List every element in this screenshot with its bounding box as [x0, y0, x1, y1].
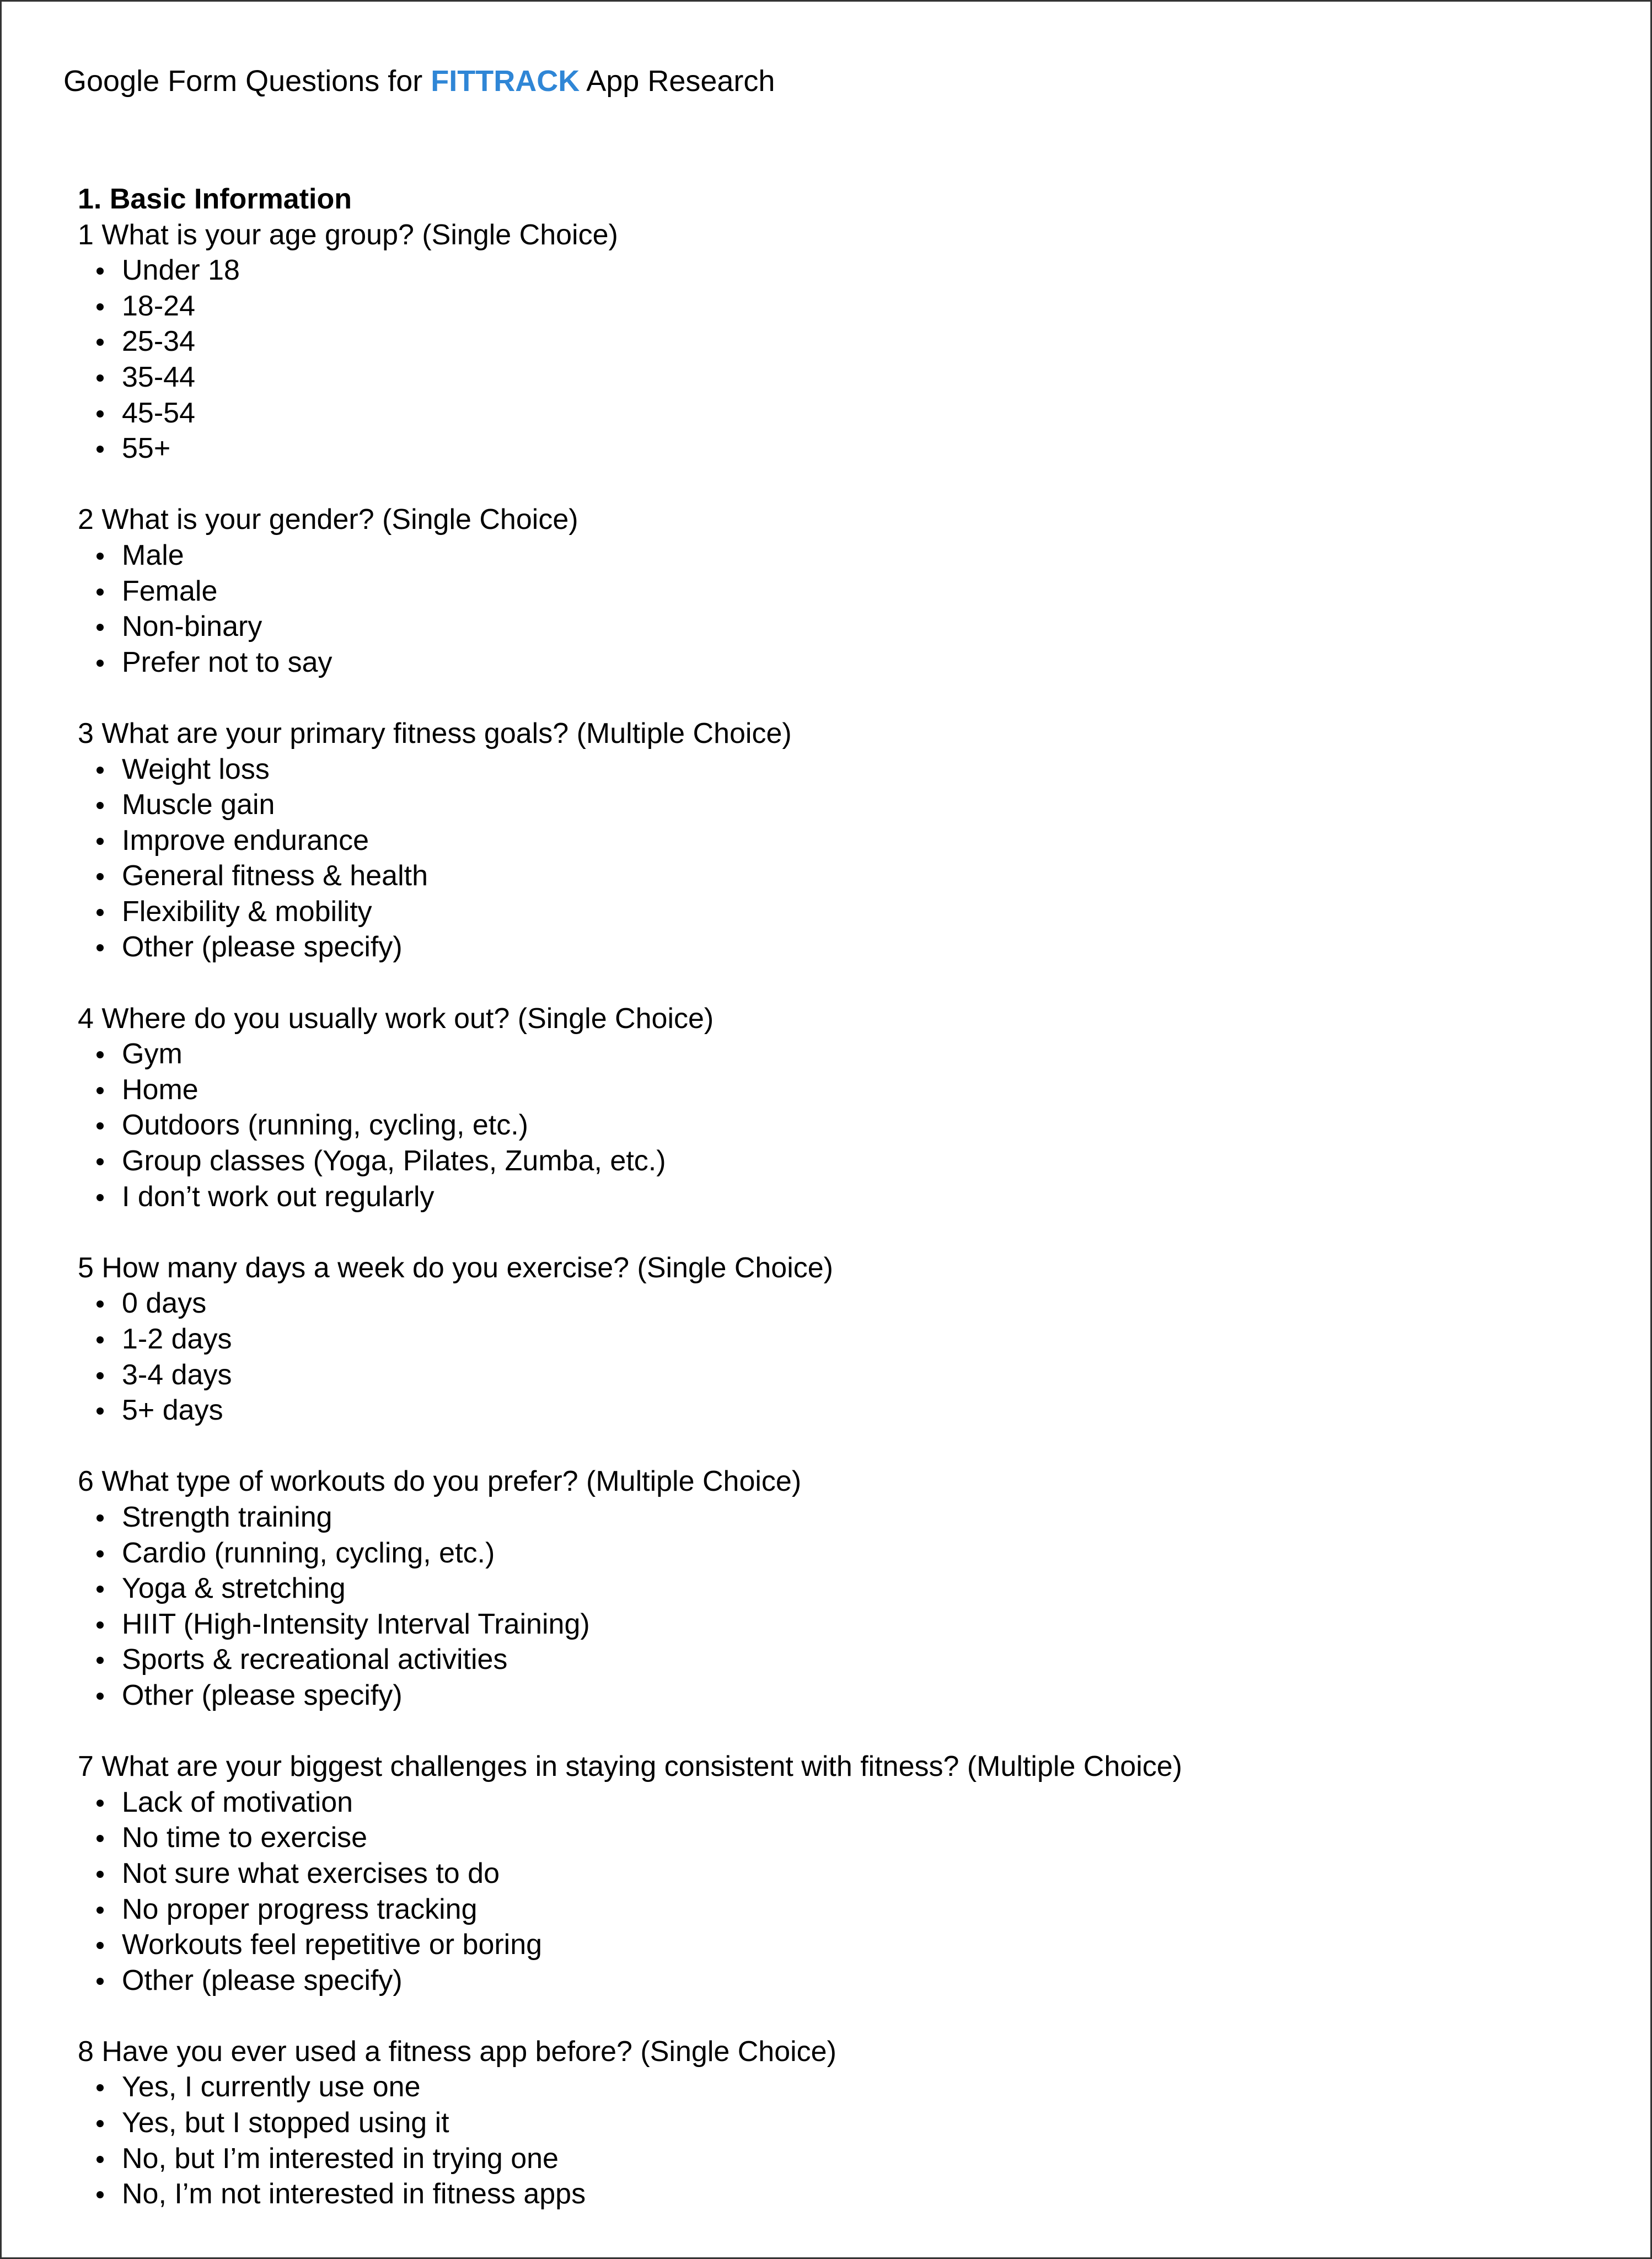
option-item: Flexibility & mobility	[122, 894, 1594, 930]
question-8-options	[78, 2069, 1594, 2212]
option-item: Yes, I currently use one	[122, 2069, 1594, 2105]
question-6: 6 What type of workouts do you prefer? (Multiple Choice)	[78, 1465, 802, 1498]
question-8: 8 Have you ever used a fitness app before? (Single Choice)	[78, 2035, 836, 2068]
form-questions	[78, 181, 1594, 2212]
option-item: No time to exercise	[122, 1820, 1594, 1856]
option-item: I don’t work out regularly	[122, 1179, 1594, 1215]
question-7: 7 What are your biggest challenges in staying consistent with fitness? (Multiple Choice)	[78, 1751, 1182, 1783]
option-item: Gym	[122, 1036, 1594, 1072]
question-2-options	[78, 538, 1594, 680]
option-item: Weight loss	[122, 752, 1594, 788]
option-item: Strength training	[122, 1500, 1594, 1535]
option-item: Improve endurance	[122, 823, 1594, 859]
option-item: 45-54	[122, 395, 1594, 431]
title-suffix: App Research	[580, 65, 775, 98]
title-prefix: Google Form Questions for	[63, 65, 431, 98]
option-item: 5+ days	[122, 1393, 1594, 1428]
question-2: 2 What is your gender? (Single Choice)	[78, 504, 578, 536]
question-4-options	[78, 1036, 1594, 1214]
option-item: Home	[122, 1072, 1594, 1108]
option-item: Not sure what exercises to do	[122, 1856, 1594, 1892]
option-item: Muscle gain	[122, 787, 1594, 823]
option-item: No, I’m not interested in fitness apps	[122, 2176, 1594, 2212]
option-item: Sports & recreational activities	[122, 1642, 1594, 1678]
option-item: 35-44	[122, 360, 1594, 395]
option-item: 18-24	[122, 288, 1594, 324]
section-heading: 1. Basic Information	[78, 183, 352, 215]
option-item: Male	[122, 538, 1594, 574]
option-item: Non-binary	[122, 609, 1594, 645]
option-item: No proper progress tracking	[122, 1892, 1594, 1928]
option-item: Prefer not to say	[122, 645, 1594, 681]
question-3-options	[78, 752, 1594, 966]
option-item: HIIT (High-Intensity Interval Training)	[122, 1607, 1594, 1642]
question-7-options	[78, 1785, 1594, 1999]
question-5-options	[78, 1286, 1594, 1428]
option-item: 25-34	[122, 324, 1594, 360]
option-item: Cardio (running, cycling, etc.)	[122, 1535, 1594, 1571]
option-item: Female	[122, 574, 1594, 609]
question-5: 5 How many days a week do you exercise? (Single Choice)	[78, 1251, 834, 1284]
question-1: 1 What is your age group? (Single Choice)	[78, 218, 618, 251]
option-item: Under 18	[122, 253, 1594, 288]
option-item: General fitness & health	[122, 858, 1594, 894]
option-item: Other (please specify)	[122, 1963, 1594, 1999]
document-title	[63, 62, 775, 100]
option-item: 3-4 days	[122, 1357, 1594, 1393]
option-item: Outdoors (running, cycling, etc.)	[122, 1107, 1594, 1143]
option-item: 55+	[122, 431, 1594, 467]
option-item: No, but I’m interested in trying one	[122, 2141, 1594, 2177]
question-1-options	[78, 253, 1594, 467]
option-item: Other (please specify)	[122, 1678, 1594, 1714]
option-item: Yoga & stretching	[122, 1571, 1594, 1607]
option-item: 1-2 days	[122, 1321, 1594, 1357]
question-6-options	[78, 1500, 1594, 1714]
option-item: Yes, but I stopped using it	[122, 2105, 1594, 2141]
option-item: Lack of motivation	[122, 1785, 1594, 1821]
option-item: Other (please specify)	[122, 929, 1594, 965]
option-item: 0 days	[122, 1286, 1594, 1321]
option-item: Group classes (Yoga, Pilates, Zumba, etc.)	[122, 1143, 1594, 1179]
question-4: 4 Where do you usually work out? (Single Choice)	[78, 1002, 714, 1035]
brand-name: FITTRACK	[431, 65, 580, 98]
option-item: Workouts feel repetitive or boring	[122, 1927, 1594, 1963]
question-3: 3 What are your primary fitness goals? (Multiple Choice)	[78, 717, 792, 750]
